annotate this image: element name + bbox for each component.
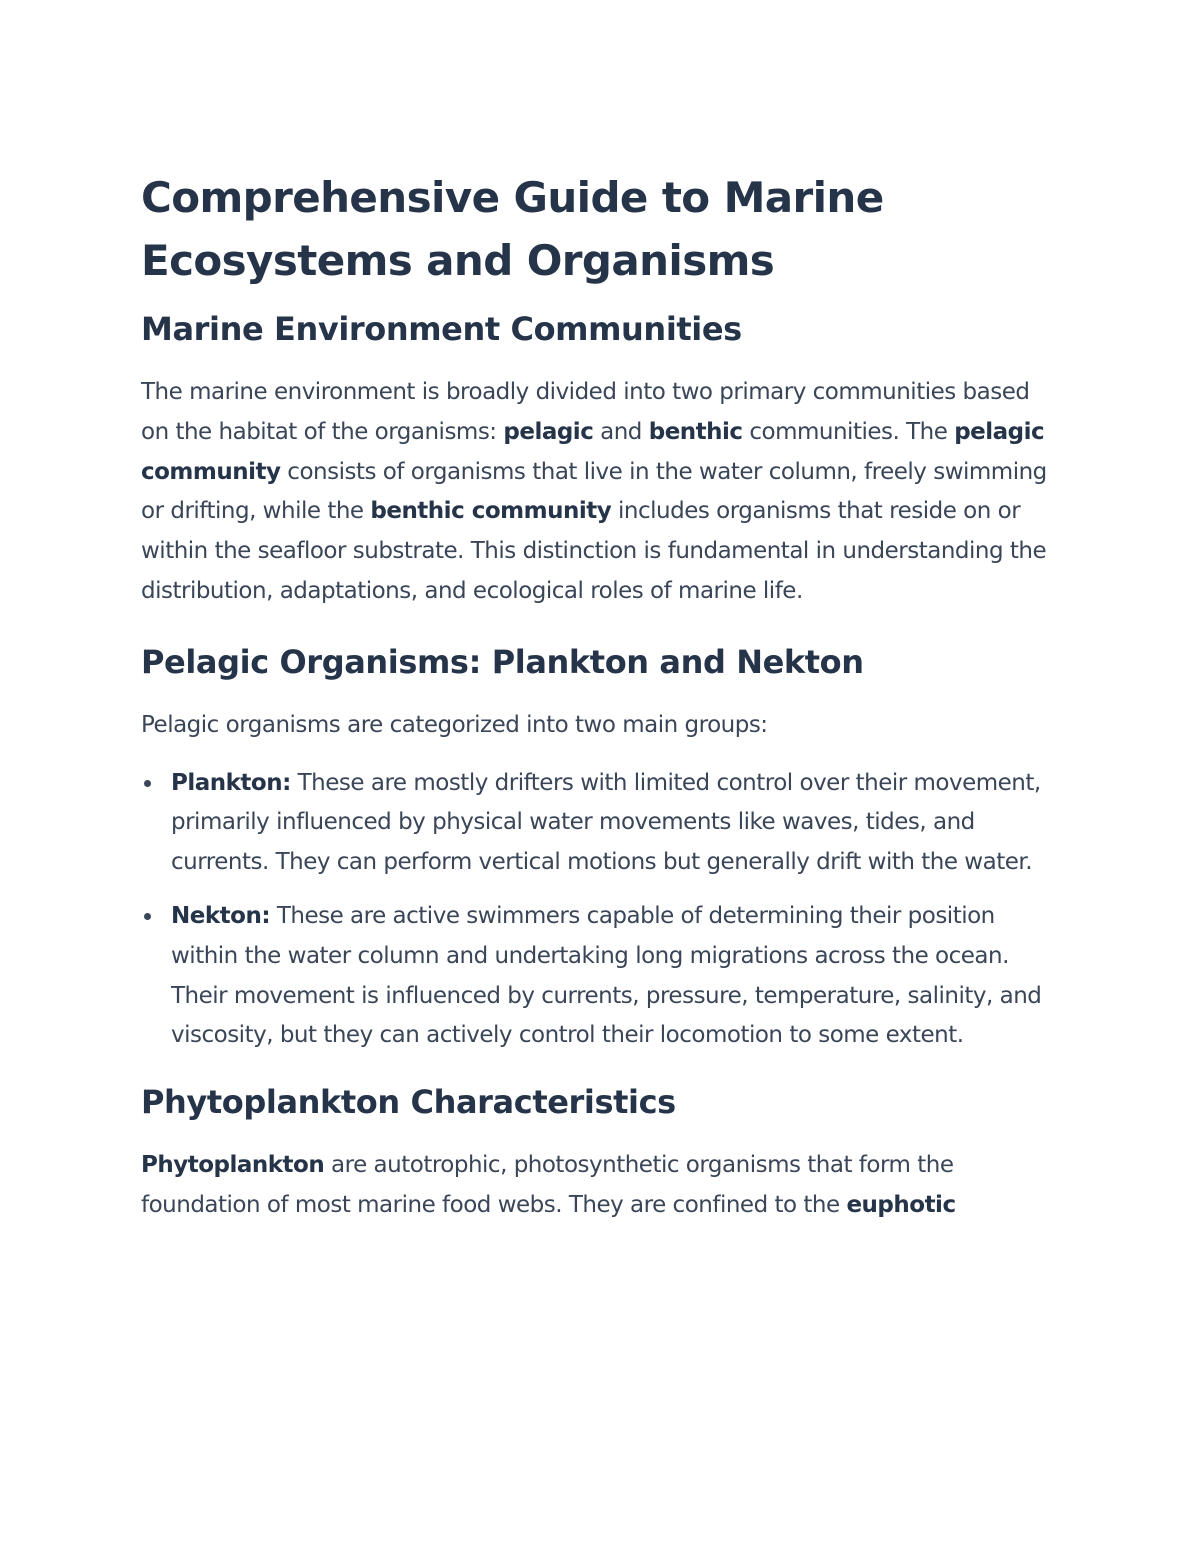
section-paragraph bbox=[141, 373, 1061, 612]
bullet-list bbox=[141, 764, 1061, 1057]
list-item-text: These are active swimmers capable of determining their position within the water column and undertaking long migrations across the ocean. Their movement is influenced by currents, pressure, temperature, salinity, and viscosity, but they can actively control their locomotion to some extent. bbox=[171, 902, 1042, 1049]
paragraph-text: and bbox=[593, 418, 649, 445]
document-page bbox=[141, 166, 1061, 1254]
section-marine-environment-communities bbox=[141, 307, 1061, 612]
bold-term-pelagic-community: pelagic community bbox=[141, 418, 1045, 485]
bold-term-benthic-community: benthic community bbox=[370, 498, 612, 525]
section-paragraph bbox=[141, 1146, 1061, 1226]
bold-term-benthic: benthic bbox=[648, 418, 743, 445]
list-item-nekton bbox=[141, 897, 1061, 1056]
bold-term-euphotic: euphotic bbox=[846, 1191, 956, 1218]
list-item-text: These are mostly drifters with limited control over their movement, primarily influenced by physical water movements like waves, tides, and currents. They can perform vertical motions but generally drift with the water. bbox=[171, 769, 1041, 876]
bold-term-phytoplankton: Phytoplankton bbox=[141, 1152, 325, 1179]
list-item-term: Nekton: bbox=[171, 902, 271, 929]
bold-term-pelagic: pelagic bbox=[503, 418, 594, 445]
section-intro: Pelagic organisms are categorized into two main groups: bbox=[141, 711, 768, 738]
list-item-plankton bbox=[141, 764, 1061, 883]
paragraph-text: communities. The bbox=[742, 418, 955, 445]
section-pelagic-organisms bbox=[141, 640, 1061, 1056]
section-phytoplankton-characteristics bbox=[141, 1080, 1061, 1226]
section-heading: Marine Environment Communities bbox=[141, 310, 742, 348]
bullet-icon bbox=[144, 913, 151, 920]
bullet-icon bbox=[144, 780, 151, 787]
section-heading: Phytoplankton Characteristics bbox=[141, 1083, 676, 1122]
list-item-term: Plankton: bbox=[171, 769, 291, 796]
paragraph-text: consists of organisms that live in the water column, freely swimming or drifting, while the bbox=[141, 458, 1047, 525]
section-heading: Pelagic Organisms: Plankton and Nekton bbox=[141, 642, 864, 681]
paragraph-text: The marine environment is broadly divided into two primary communities based on the habitat of the organisms: bbox=[141, 379, 1030, 445]
paragraph-text: are autotrophic, photosynthetic organisms that form the foundation of most marine food webs. They are confined to the bbox=[141, 1152, 954, 1218]
paragraph-text: includes organisms that reside on or within the seafloor substrate. This distinction is fundamental in understanding the distribution, adaptations, and ecological roles of marine life. bbox=[141, 498, 1047, 604]
document-title: Comprehensive Guide to Marine Ecosystems and Organisms bbox=[141, 173, 884, 285]
